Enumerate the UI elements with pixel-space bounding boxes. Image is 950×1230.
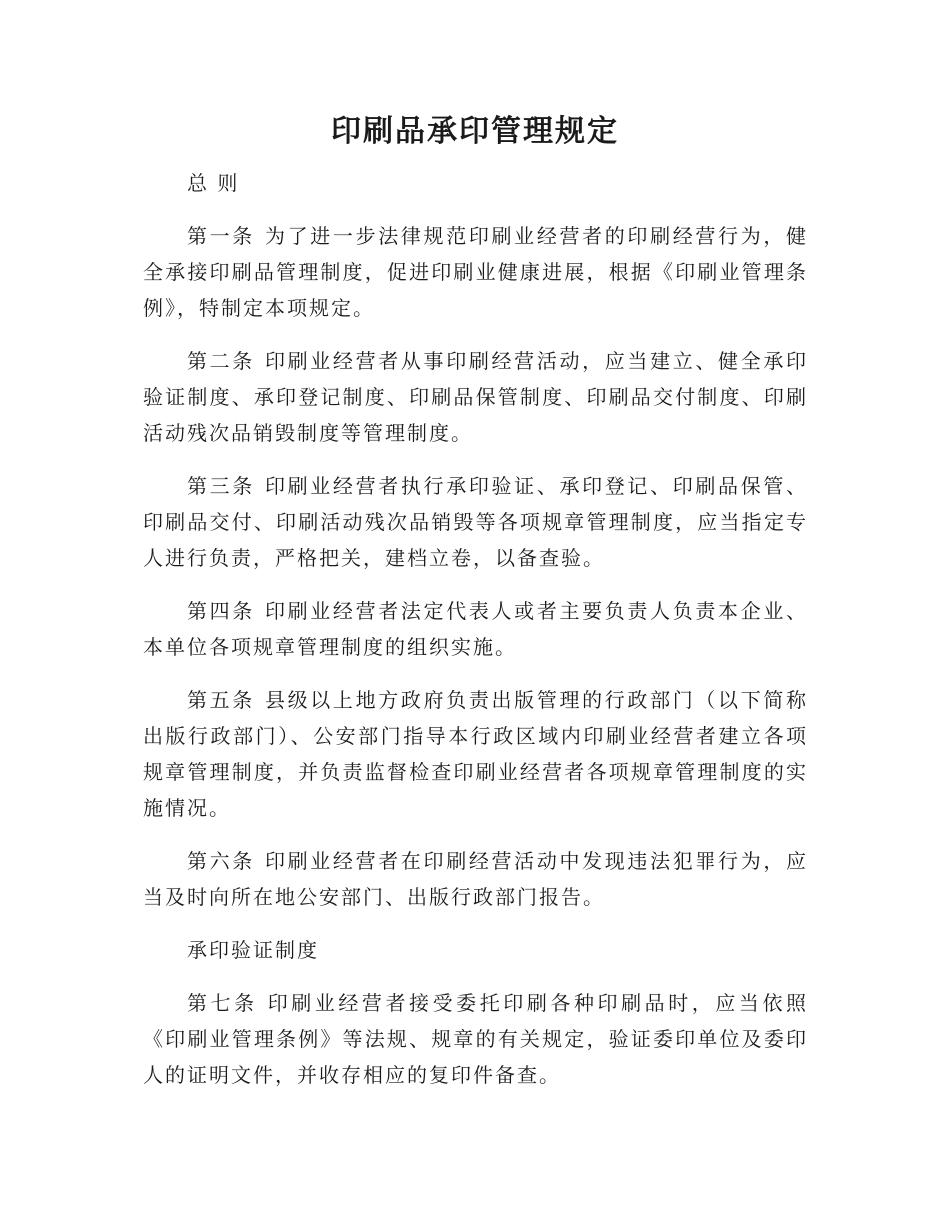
article-text: 为了进一步法律规范印刷业经营者的印刷经营行为，健全承接印刷品管理制度，促进印刷业健康进展，根据《印刷业管理条例》，特制定本项规定。 [143,224,809,320]
article-number: 第一条 [187,224,255,248]
article-4 [143,593,808,665]
section-heading-verification: 承印验证制度 [187,938,319,962]
article-3 [143,468,808,576]
article-number: 第六条 [187,849,255,873]
article-7 [143,985,808,1093]
article-number: 第二条 [187,349,255,373]
article-1 [143,218,808,326]
article-number: 第四条 [187,599,255,623]
article-text: 印刷业经营者法定代表人或者主要负责人负责本企业、本单位各项规章管理制度的组织实施。 [143,599,809,659]
article-6 [143,843,808,915]
article-text: 印刷业经营者接受委托印刷各种印刷品时，应当依照《印刷业管理条例》等法规、规章的有关规定，验证委印单位及委印人的证明文件，并收存相应的复印件备查。 [143,991,809,1087]
article-number: 第三条 [187,474,255,498]
article-number: 第五条 [187,688,255,712]
article-5 [143,682,808,826]
article-text: 印刷业经营者在印刷经营活动中发现违法犯罪行为，应当及时向所在地公安部门、出版行政部门报告。 [143,849,809,909]
article-text: 印刷业经营者从事印刷经营活动，应当建立、健全承印验证制度、承印登记制度、印刷品保管制度、印刷品交付制度、印刷活动残次品销毁制度等管理制度。 [143,349,809,445]
article-text: 印刷业经营者执行承印验证、承印登记、印刷品保管、印刷品交付、印刷活动残次品销毁等各项规章管理制度，应当指定专人进行负责，严格把关，建档立卷，以备查验。 [143,474,809,570]
article-number: 第七条 [187,991,258,1015]
document-title: 印刷品承印管理规定 [331,114,619,149]
article-2 [143,343,808,451]
article-text: 县级以上地方政府负责出版管理的行政部门（以下简称出版行政部门）、公安部门指导本行政区域内印刷业经营者建立各项规章管理制度，并负责监督检查印刷业经营者各项规章管理制度的实施情况。 [143,688,809,820]
section-heading-general: 总 则 [187,171,240,195]
document-body [143,165,808,1110]
